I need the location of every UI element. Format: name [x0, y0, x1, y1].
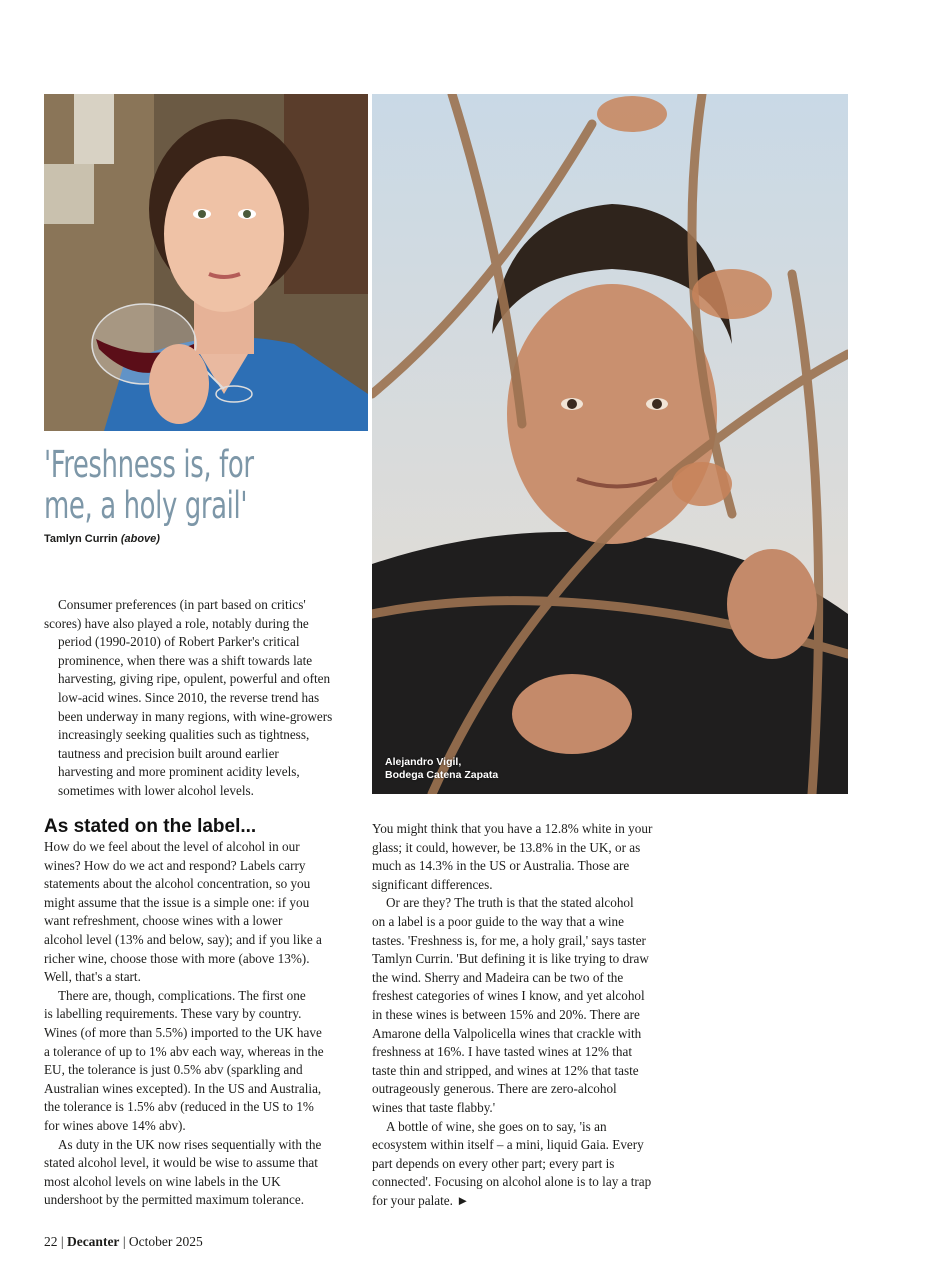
footer-separator: |	[60, 1234, 64, 1249]
text-line: sometimes with lower alcohol levels.	[58, 782, 254, 798]
text-line: prominence, when there was a shift towards late	[58, 652, 313, 668]
text-line: undershoot by the permitted maximum tolerance.	[44, 1192, 305, 1208]
intro-paragraph	[44, 596, 344, 801]
pull-quote-line: me, a holy grail'	[44, 484, 248, 527]
section-heading: As stated on the label...	[44, 816, 257, 837]
text-line: As duty in the UK now rises sequentially with the	[58, 1136, 322, 1152]
text-line: You might think that you have a 12.8% white in your	[372, 821, 653, 836]
text-line: most alcohol levels on wine labels in the UK	[44, 1173, 281, 1189]
text-line: for your palate. ►	[372, 1192, 470, 1208]
text-line: on a label is a poor guide to the way that a wine	[372, 913, 624, 929]
column-1	[44, 838, 354, 1210]
text-line: significant differences.	[372, 876, 493, 892]
text-line: There are, though, complications. The first one	[58, 987, 306, 1003]
text-line: wines? How do we act and respond? Labels carry	[44, 857, 306, 873]
paragraph	[44, 1136, 354, 1210]
paragraph	[44, 838, 354, 987]
text-line: been underway in many regions, with wine-growers	[58, 708, 333, 724]
text-line: tautness and precision built around earlier	[58, 745, 279, 761]
photo-caption	[385, 756, 498, 782]
text-line: in these wines is between 15% and 20%. There are	[372, 1006, 640, 1022]
text-line: much as 14.3% in the US or Australia. Those are	[372, 858, 630, 874]
paragraph	[372, 1118, 682, 1211]
magazine-name: Decanter	[66, 1234, 120, 1249]
text-line: ecosystem within itself – a mini, liquid Gaia. Every	[372, 1137, 644, 1153]
paragraph	[372, 894, 682, 1117]
text-line: harvesting, giving ripe, opulent, powerful and often	[58, 671, 331, 687]
text-line: glass; it could, however, be 13.8% in the UK, or as	[372, 839, 641, 855]
attribution-name: Tamlyn Currin	[44, 533, 118, 545]
text-line: statements about the alcohol concentration, so you	[44, 876, 311, 892]
pull-quote	[44, 443, 254, 527]
paragraph	[372, 820, 682, 894]
text-line: taste thin and stripped, and wines at 12% that taste	[372, 1062, 639, 1078]
text-line: harvesting and more prominent acidity levels,	[58, 764, 300, 780]
issue-date: October 2025	[128, 1234, 203, 1249]
text-line: Australian wines excepted). In the US and Australia,	[44, 1080, 322, 1096]
text-line: tastes. 'Freshness is, for me, a holy grail,' says taster	[372, 932, 646, 948]
pull-quote-line: 'Freshness is, for	[44, 443, 254, 486]
text-line: scores) have also played a role, notably during the	[44, 615, 309, 631]
text-line: Well, that's a start.	[44, 969, 141, 985]
portrait-illustration	[372, 94, 848, 794]
text-line: richer wine, choose those with more (above 13%).	[44, 950, 310, 966]
text-line: period (1990-2010) of Robert Parker's critical	[58, 634, 300, 650]
photo-tamlyn-currin	[44, 94, 368, 431]
footer-separator: |	[122, 1234, 126, 1249]
text-line: Wines (of more than 5.5%) imported to the UK have	[44, 1024, 322, 1040]
text-line: A bottle of wine, she goes on to say, 'is an	[386, 1118, 607, 1134]
text-line: freshest categories of wines I know, and yet alcohol	[372, 988, 645, 1004]
pull-quote-attribution	[44, 533, 160, 545]
text-line: Or are they? The truth is that the stated alcohol	[386, 895, 634, 911]
text-line: alcohol level (13% and below, say); and if you like a	[44, 931, 322, 947]
page-number: 22	[44, 1234, 58, 1249]
text-line: low-acid wines. Since 2010, the reverse trend has	[58, 689, 320, 705]
attribution-note: (above)	[120, 533, 160, 545]
text-line: want refreshment, choose wines with a lower	[44, 913, 283, 929]
text-line: a tolerance of up to 1% abv each way, whereas in the	[44, 1043, 324, 1059]
text-line: the wind. Sherry and Madeira can be two of the	[372, 969, 624, 985]
text-line: connected'. Focusing on alcohol alone is to lay a trap	[372, 1174, 652, 1190]
caption-line: Bodega Catena Zapata	[385, 769, 499, 781]
text-line: for wines above 14% abv).	[44, 1117, 186, 1133]
text-line: Amarone della Valpolicella wines that crackle with	[372, 1025, 642, 1041]
text-line: How do we feel about the level of alcohol in our	[44, 839, 300, 854]
column-2	[372, 820, 682, 1210]
text-line: might assume that the issue is a simple one: if you	[44, 894, 310, 910]
text-line: is labelling requirements. These vary by country.	[44, 1006, 302, 1022]
photo-alejandro-vigil	[372, 94, 848, 794]
portrait-illustration	[44, 94, 368, 431]
text-line: freshness at 16%. I have tasted wines at 12% that	[372, 1044, 633, 1060]
text-line: wines that taste flabby.'	[372, 1099, 496, 1115]
caption-line: Alejandro Vigil,	[385, 756, 462, 768]
text-line: outrageously generous. There are zero-alcohol	[372, 1081, 617, 1097]
text-line: the tolerance is 1.5% abv (reduced in the US to 1%	[44, 1099, 314, 1115]
text-line: EU, the tolerance is just 0.5% abv (sparkling and	[44, 1062, 303, 1078]
text-line: increasingly seeking qualities such as tightness,	[58, 727, 310, 743]
text-line: part depends on every other part; every part is	[372, 1155, 615, 1171]
page-footer	[44, 1234, 203, 1250]
text-line: Consumer preferences (in part based on critics'	[58, 597, 306, 612]
paragraph	[44, 987, 354, 1136]
text-line: stated alcohol level, it would be wise to assume that	[44, 1155, 318, 1171]
text-line: Tamlyn Currin. 'But defining it is like trying to draw	[372, 951, 649, 967]
paragraph	[44, 596, 344, 801]
